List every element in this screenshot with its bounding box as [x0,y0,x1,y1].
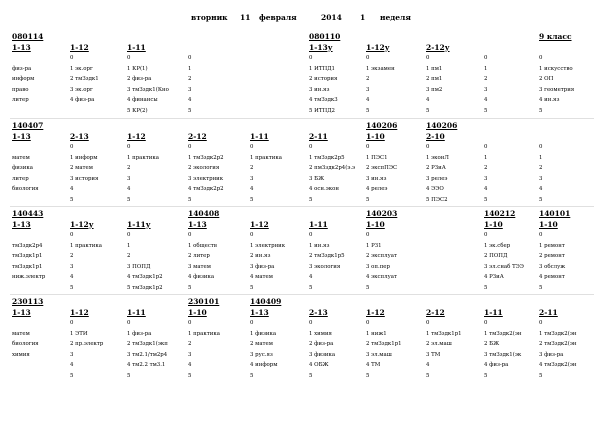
lesson-line: 2 пмЗздк2р4(э.э [309,165,356,171]
lesson-line: 3 пм2 [426,86,443,93]
header-week-label: неделя [380,13,411,22]
lesson-line: 5 КР(2) [127,107,148,114]
lesson-line: 2 тмЗздк1р1 [366,341,402,347]
lesson-line: 1 ПЭС1 [366,154,388,161]
lesson-line: 5 ИТПД2 [309,107,335,114]
lesson-line: ниж.электр [12,274,46,280]
lesson-line: 1 практика [250,154,282,161]
group-code: 140443 [12,209,44,218]
lesson-line: 3 рус.яз [250,351,273,358]
lesson-line: 4 тмЗздк3 [309,97,338,103]
lesson-line: 5 [188,196,192,203]
lesson-line: 5 [70,196,74,203]
lesson-line: 2 [366,76,370,82]
group-code: 080114 [12,32,44,41]
lesson-line: 5 [366,196,370,203]
lesson-line: 2 [188,76,192,82]
class-label: 1-12у [70,220,94,229]
lesson-line: 5 [250,196,254,203]
lesson-line: 0 [309,320,313,326]
lesson-line: информ [12,76,35,82]
lesson-line: 1 физ-ра [127,330,152,337]
class-label: 1-10 [366,220,385,229]
class-label: 2-13 [309,308,328,317]
group-code: 230113 [12,297,44,306]
lesson-line: 4 эксплуат [366,274,397,280]
lesson-line: 1 ЭТИ [70,330,88,337]
lesson-line: 2 ОП [539,76,554,82]
lesson-line: 0 [309,232,313,238]
lesson-line: тмЗздк2р4 [12,242,43,249]
lesson-line: 4 физика [188,274,215,280]
lesson-line: 4 [188,97,192,103]
lesson-line: 5 [70,372,74,379]
lesson-line: 1 КР(1) [127,65,148,72]
lesson-line: 1 электрник [250,242,286,249]
lesson-line: 2 экспПЭС [366,165,398,171]
group-code: 140203 [366,209,398,218]
group-code: 140206 [426,121,458,130]
lesson-line: 3 матем [188,263,211,270]
lesson-line: 5 [309,372,313,379]
lesson-line: 4 РЗиА [484,274,504,280]
lesson-line: 4 [484,97,488,103]
lesson-line: 3 эл.маш [366,351,392,358]
lesson-line: 4 тмЗздк1р2 [127,274,163,280]
lesson-line: 2 тмЗздк1(экп [127,341,168,347]
class-label: 2-12 [188,132,207,141]
lesson-line: 1 тмЗздк2(эн [484,330,522,337]
lesson-line: 1 эконЛ [426,154,449,161]
lesson-line: 2 тмЗздк1р5 [309,253,345,259]
lesson-line: 1 тмЗздк2(эн [539,330,577,337]
lesson-line: 2 тмЗздк1 [70,76,99,82]
group-code: 140409 [250,297,282,306]
lesson-line: 0 [539,55,543,61]
lesson-line: 3 [127,175,131,182]
lesson-line: 2 [127,165,131,171]
lesson-line: 1 обществ [188,242,217,249]
lesson-line: 1 ремонт [539,242,565,249]
lesson-line: 1 [484,65,488,72]
lesson-line: 0 [484,55,488,61]
lesson-line: 4 физ-ра [70,97,95,103]
lesson-line: 5 [366,107,370,114]
lesson-line: 0 [366,320,370,326]
lesson-line: 0 [539,320,543,326]
lesson-line: право [12,86,29,93]
lesson-line: биология [12,341,39,347]
class-label: 1-13 [188,220,207,229]
lesson-line: 2 эксплуат [366,253,397,259]
lesson-line: 5 [188,372,192,379]
group-code: 080110 [309,32,341,41]
lesson-line: 0 [188,320,192,326]
lesson-line: 0 [127,320,131,326]
lesson-line: 5 [309,196,313,203]
lesson-line: 3 [366,86,370,93]
lesson-line: 4 ЭЭО [426,186,444,192]
lesson-line: 1 экзамен [366,65,395,72]
lesson-line: 3 [70,351,74,358]
lesson-line: 3 эл.снаб ТЭЭ [484,263,524,270]
lesson-line: 3 [250,175,254,182]
lesson-line: 1 тмЗздк2р5 [309,154,345,161]
lesson-line: 5 [484,196,488,203]
lesson-line: матем [12,154,30,161]
lesson-line: 1 [188,65,192,72]
lesson-line: 5 [539,107,543,114]
lesson-line: 2 экология [188,165,220,171]
class-label: 1-11у [127,220,151,229]
group-code: 140206 [366,121,398,130]
lesson-line: 4 [127,186,131,192]
lesson-line: 5 [484,107,488,114]
lesson-line: 0 [484,232,488,238]
class-label: 1-10 [188,308,207,317]
lesson-line: 4 осн.экон [309,186,339,192]
lesson-line: 3 тм2.1/тм2р4 [127,351,168,358]
lesson-line: матем [12,330,30,337]
lesson-line: физика [12,165,33,171]
lesson-line: 0 [70,320,74,326]
lesson-line: 4 финансы [127,97,158,103]
lesson-line: 0 [127,55,131,61]
lesson-line: 4 [70,274,74,280]
lesson-line: 2 история [309,76,338,82]
lesson-line: 3 тмЗздк1(Кно [127,86,169,93]
section-divider [10,118,594,119]
lesson-line: 2 ремонт [539,253,565,259]
class-label: 2-12 [426,308,445,317]
lesson-line: 3 тмЗздк1(эк [484,351,522,358]
lesson-line: 5 [484,372,488,379]
lesson-line: 5 [250,284,254,291]
lesson-line: 1 искусство [539,65,573,72]
lesson-line: 1 тмЗздк1р1 [426,330,462,337]
lesson-line: 3 БЖ [309,175,325,182]
lesson-line: 3 релеэ [426,175,448,182]
lesson-line: 1 химия [309,330,332,337]
lesson-line: 5 [539,372,543,379]
class-label: 1-12 [250,220,269,229]
lesson-line: 0 [484,320,488,326]
lesson-line: 2 матем [250,341,273,347]
lesson-line: 3 [70,263,74,270]
lesson-line: 5 [127,196,131,203]
class-label: 1-13 [12,308,31,317]
lesson-line: литер [12,175,29,182]
class-label: 1-11 [127,43,146,52]
lesson-line: 5 [127,372,131,379]
lesson-line: 3 [484,175,488,182]
lesson-line: 0 [127,144,131,150]
lesson-line: 2 физ-ра [127,76,152,82]
lesson-line: 3 физ-ра [539,351,564,358]
lesson-line: 3 геометрия [539,86,575,93]
class-label: 1-10 [366,132,385,141]
lesson-line: 4 ин.яз [539,97,560,103]
group-code: 9 класс [539,32,572,41]
lesson-line: 0 [188,232,192,238]
lesson-line: 0 [309,144,313,150]
lesson-line: 4 матем [250,274,273,280]
lesson-line: тмЗздк1р1 [12,263,43,270]
class-label: 1-12 [127,132,146,141]
lesson-line: 5 [188,284,192,291]
lesson-line: 2 БЖ [484,341,500,347]
lesson-line: 3 ТМ [426,351,441,358]
lesson-line: 4 информ [250,362,278,368]
lesson-line: 1 пм1 [426,65,443,72]
lesson-line: 1 практика [127,154,159,161]
class-label: 1-10 [539,220,558,229]
lesson-line: 2 [127,253,131,259]
lesson-line: 3 физ-ра [250,263,275,270]
lesson-line: 0 [127,232,131,238]
lesson-line: 0 [70,144,74,150]
lesson-line: 5 [484,284,488,291]
class-label: 1-12у [366,43,390,52]
lesson-line: 0 [539,144,543,150]
lesson-line: 1 информ [70,154,98,161]
lesson-line: 2 ПОПД [484,253,508,259]
lesson-line: 3 ПОПД [127,263,151,270]
class-label: 1-13 [12,43,31,52]
class-label: 1-10 [484,220,503,229]
class-label: 1-11 [484,308,503,317]
lesson-line: 4 [426,97,430,103]
lesson-line: физ-ра [12,65,32,72]
lesson-line: 0 [250,320,254,326]
lesson-line: 3 ин.яз [366,175,387,182]
group-code: 140101 [539,209,571,218]
class-label: 2-11 [309,132,328,141]
lesson-line: 4 тм2.2 тм3.1 [127,362,166,368]
lesson-line: 4 [366,97,370,103]
lesson-line: 2 литер [188,253,210,259]
lesson-line: 3 оп.пер [366,263,390,270]
lesson-line: 5 [426,107,430,114]
lesson-line: 2 эл.маш [426,341,452,347]
lesson-line: 1 эк.орг [70,65,93,72]
lesson-line: 5 [539,284,543,291]
lesson-line: 0 [366,55,370,61]
lesson-line: 5 [188,107,192,114]
lesson-line: 1 ин.яз [309,242,330,249]
lesson-line: 1 практика [188,330,220,337]
header-week-number: 1 [360,13,366,22]
lesson-line: 3 [484,86,488,93]
header-date: 11 [240,13,251,22]
class-label: 1-13 [250,308,269,317]
lesson-line: 2 [250,165,254,171]
lesson-line: 3 эк.орг [70,86,93,93]
section-divider [10,206,594,207]
lesson-line: 0 [188,144,192,150]
lesson-line: 0 [366,232,370,238]
lesson-line: 4 ремонт [539,274,565,280]
lesson-line: 2 тмЗздк2(эн [539,341,577,347]
lesson-line: 4 [539,186,543,192]
header-year: 2014 [321,13,342,22]
lesson-line: 2 [539,165,543,171]
lesson-line: 0 [188,55,192,61]
lesson-line: биология [12,186,39,192]
lesson-line: 2 [484,76,488,82]
lesson-line: 1 практика [70,242,102,249]
lesson-line: 2 пм1 [426,76,443,82]
lesson-line: 4 [70,362,74,368]
class-label: 2-13 [70,132,89,141]
lesson-line: 4 физ-ра [484,362,509,368]
header-month: февраля [259,13,297,22]
lesson-line: 1 ниж1 [366,330,387,337]
lesson-line: 2 пр.электр [70,341,104,347]
lesson-line: 5 [366,284,370,291]
lesson-line: 1 тмЗздк2р2 [188,154,224,161]
lesson-line: 3 ин.яз [309,86,330,93]
lesson-line: 0 [70,232,74,238]
lesson-line: 0 [250,144,254,150]
lesson-line: 2 матем [70,165,93,171]
lesson-line: 3 электрник [188,175,224,182]
section-divider [10,294,594,295]
class-label: 1-13 [12,132,31,141]
lesson-line: 3 история [70,175,99,182]
lesson-line: 5 ПЭС2 [426,196,448,203]
group-code: 140407 [12,121,44,130]
group-code: 230101 [188,297,220,306]
lesson-line: 4 [188,362,192,368]
lesson-line: литер [12,97,29,103]
lesson-line: 3 [188,86,192,93]
lesson-line: 4 ОБЖ [309,362,329,368]
header-day: вторник [191,13,228,22]
lesson-line: 5 [426,372,430,379]
lesson-line: 4 [484,186,488,192]
lesson-line: 5 тмЗздк1р2 [127,284,163,291]
lesson-line: 3 физика [309,351,336,358]
lesson-line: 0 [539,232,543,238]
class-label: 1-12 [70,308,89,317]
lesson-line: 4 [250,186,254,192]
class-label: 1-11 [250,132,269,141]
class-label: 1-13 [12,220,31,229]
lesson-line: 1 [484,154,488,161]
lesson-line: 2 [188,341,192,347]
lesson-line: 2 [70,253,74,259]
lesson-line: 2 РЗиА [426,165,446,171]
lesson-line: 2 физ-ра [309,341,334,347]
lesson-line: 1 эк.сбер [484,242,511,249]
lesson-line: 4 [309,274,313,280]
lesson-line: 2 [484,165,488,171]
lesson-line: 4 ТМ [366,362,381,368]
lesson-line: 0 [366,144,370,150]
lesson-line: 2 ин.яз [250,253,271,259]
lesson-line: 4 тмЗздк2р2 [188,186,224,192]
lesson-line: 1 ИТПД1 [309,65,335,72]
lesson-line: 4 [70,186,74,192]
lesson-line: 3 обслуж [539,263,566,270]
lesson-line: 3 экология [309,263,341,270]
class-label: 1-12 [70,43,89,52]
class-label: 1-13у [309,43,333,52]
lesson-line: 0 [426,320,430,326]
lesson-line: 1 физика [250,330,277,337]
lesson-line: 0 [70,55,74,61]
class-label: 2-12у [426,43,450,52]
lesson-line: химия [12,351,30,358]
lesson-line: 0 [309,55,313,61]
lesson-line: 0 [484,144,488,150]
lesson-line: 3 [188,351,192,358]
lesson-line: 5 [250,372,254,379]
class-label: 1-12 [366,308,385,317]
lesson-line: 4 релеэ [366,186,388,192]
lesson-line: 4 [426,362,430,368]
lesson-line: 1 РЗ1 [366,242,382,249]
class-label: 1-11 [127,308,146,317]
class-label: 1-11 [309,220,328,229]
group-code: 140212 [484,209,516,218]
lesson-line: 1 [539,154,543,161]
class-label: 2-11 [539,308,558,317]
lesson-line: тмЗздк1р1 [12,253,43,259]
lesson-line: 5 [309,284,313,291]
lesson-line: 1 [127,242,131,249]
class-label: 2-10 [426,132,445,141]
lesson-line: 0 [250,232,254,238]
group-code: 140408 [188,209,220,218]
lesson-line: 0 [426,55,430,61]
lesson-line: 4 тмЗздк2(эн [539,362,577,368]
lesson-line: 3 [539,175,543,182]
lesson-line: 5 [70,284,74,291]
lesson-line: 0 [426,144,430,150]
lesson-line: 5 [366,372,370,379]
lesson-line: 5 [539,196,543,203]
